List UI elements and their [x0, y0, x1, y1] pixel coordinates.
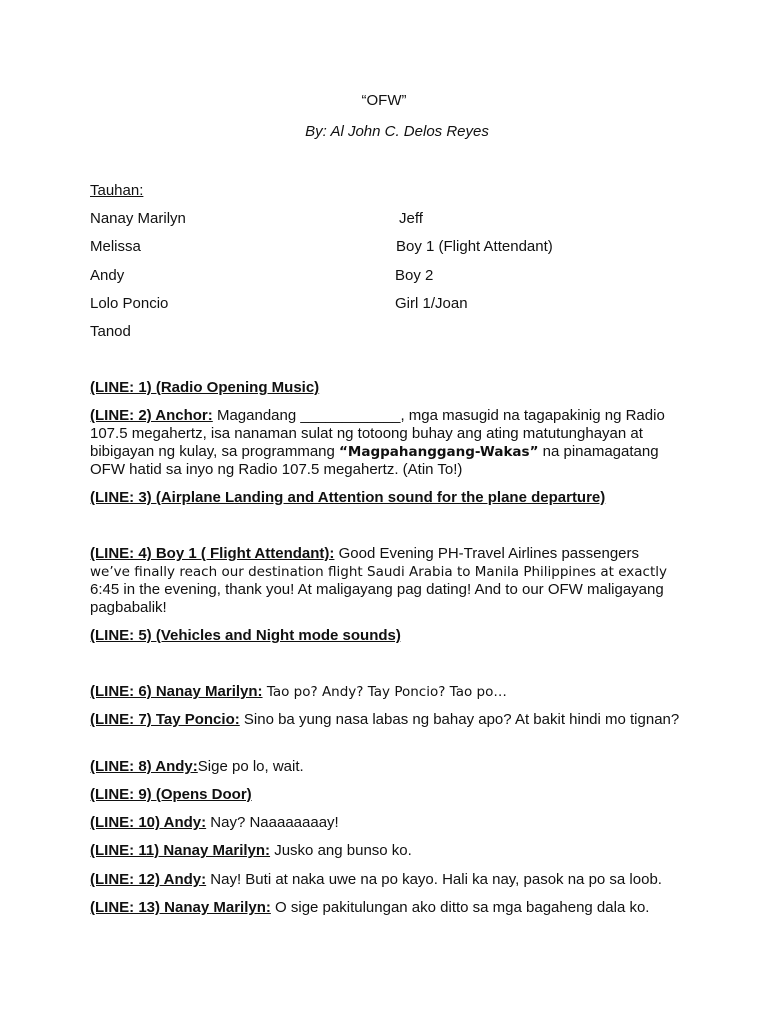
line-label: (LINE: 9) (Opens Door)	[90, 786, 252, 803]
line-label: (LINE: 11) Nanay Marilyn:	[90, 842, 271, 859]
script-line-1	[90, 379, 680, 397]
script-title: “OFW”	[361, 92, 407, 109]
script-line-7	[90, 711, 680, 729]
script-line-5	[90, 627, 680, 645]
script-line-6	[90, 683, 680, 701]
character-name: Boy 2	[395, 267, 434, 284]
script-author: By: Al John C. Delos Reyes	[305, 123, 489, 140]
line-text: O sige pakitulungan ako ditto sa mga bagaheng dala ko.	[270, 899, 650, 916]
script-line-4	[90, 545, 680, 617]
line-text: Magandang ____________, mga masugid na tagapakinig ng Radio 107.5 megahertz, isa nanaman sulat ng totoong buhay ang ating matutunghayan at bibigayan ng kulay, sa programmang	[90, 407, 665, 460]
program-name: “Magpahanggang-Wakas”	[339, 444, 539, 460]
line-text: Good Evening PH-Travel Airlines passengers	[334, 545, 640, 562]
line-text: Nay! Buti at naka uwe na po kayo. Hali ka nay, pasok na po sa loob.	[206, 871, 662, 888]
line-label: (LINE: 5) (Vehicles and Night mode sounds)	[90, 627, 401, 644]
script-line-11	[90, 842, 680, 860]
character-name: Lolo Poncio	[90, 295, 169, 312]
script-line-13	[90, 899, 680, 917]
character-name: Andy	[90, 267, 125, 284]
line-text: Nay? Naaaaaaaay!	[206, 814, 339, 831]
character-name: Boy 1 (Flight Attendant)	[396, 238, 553, 255]
line-text: Tao po? Andy? Tay Poncio? Tao po…	[262, 684, 507, 700]
line-label: (LINE: 12) Andy:	[90, 871, 207, 888]
character-name: Tanod	[90, 323, 131, 340]
line-label: (LINE: 4) Boy 1 ( Flight Attendant):	[90, 545, 335, 562]
character-name: Jeff	[399, 210, 423, 227]
character-name: Nanay Marilyn	[90, 210, 186, 227]
line-label: (LINE: 13) Nanay Marilyn:	[90, 899, 271, 916]
line-text: 6:45 in the evening, thank you! At maligayang pag dating! And to our OFW maligayang pagbabalik!	[90, 581, 664, 616]
line-text: Jusko ang bunso ko.	[270, 842, 412, 859]
script-line-2	[90, 407, 680, 479]
script-line-8	[90, 758, 680, 776]
character-name: Girl 1/Joan	[395, 295, 468, 312]
line-text: we’ve finally reach our destination flight Saudi Arabia to Manila Philippines at exactly	[90, 564, 667, 580]
character-name: Melissa	[90, 238, 141, 255]
script-line-3	[90, 489, 680, 507]
line-label: (LINE: 2) Anchor:	[90, 407, 213, 424]
script-line-10	[90, 814, 680, 832]
line-text: Sino ba yung nasa labas ng bahay apo? At bakit hindi mo tignan?	[239, 711, 680, 728]
line-text: Sige po lo, wait.	[197, 758, 304, 775]
script-line-9	[90, 786, 680, 804]
line-text: na pinamagatang OFW hatid sa inyo ng Radio 107.5 megahertz. (Atin To!)	[90, 443, 659, 478]
line-label: (LINE: 8) Andy:	[90, 758, 198, 775]
script-line-12	[90, 871, 680, 889]
line-label: (LINE: 3) (Airplane Landing and Attention sound for the plane departure)	[90, 489, 606, 506]
line-label: (LINE: 6) Nanay Marilyn:	[90, 683, 263, 700]
line-label: (LINE: 1) (Radio Opening Music)	[90, 379, 320, 396]
characters-heading: Tauhan:	[90, 182, 144, 199]
line-label: (LINE: 7) Tay Poncio:	[90, 711, 240, 728]
line-label: (LINE: 10) Andy:	[90, 814, 207, 831]
